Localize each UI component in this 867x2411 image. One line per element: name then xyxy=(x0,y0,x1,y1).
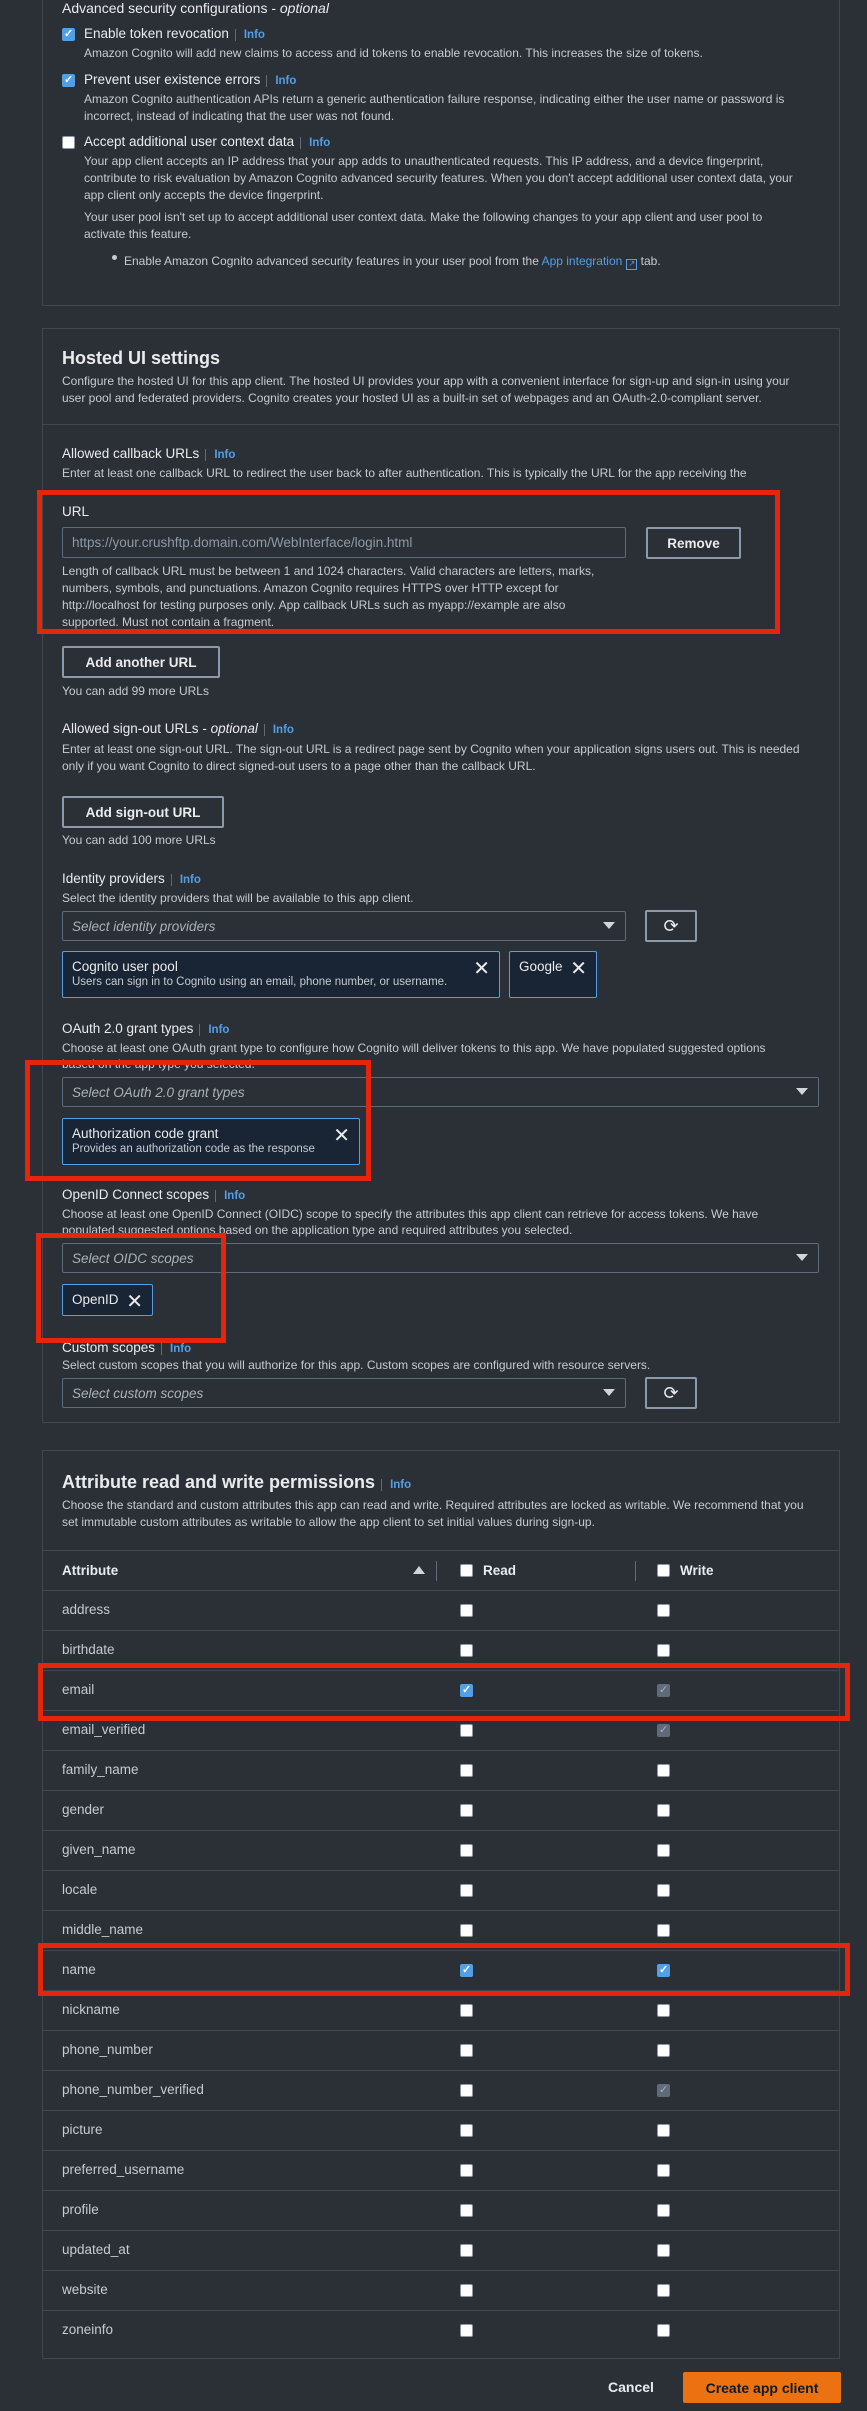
attribute-name: zoneinfo xyxy=(62,2322,114,2337)
token-google: Google ✕ xyxy=(509,951,597,998)
url-label: URL xyxy=(62,504,90,519)
info-link[interactable]: Info xyxy=(205,449,235,461)
refresh-icon: ⟳ xyxy=(663,915,679,936)
token-revocation-label: Enable token revocation Info xyxy=(84,26,265,41)
hosted-ui-desc-2: user pool and federated providers. Cognito creates your hosted UI as a built-in set of webpages and an OAuth-2.0-compliant server. xyxy=(62,391,762,405)
attribute-name: preferred_username xyxy=(62,2162,185,2177)
remove-token-icon[interactable]: ✕ xyxy=(333,1125,350,1147)
hosted-ui-desc-1: Configure the hosted UI for this app client. The hosted UI provides your app with a convenient interface for sign-up and sign-in using your xyxy=(62,374,790,388)
token-revocation-checkbox[interactable] xyxy=(62,28,75,41)
write-checkbox[interactable] xyxy=(657,2324,670,2337)
read-checkbox[interactable] xyxy=(460,1724,473,1737)
advanced-security-title: Advanced security configurations - optional xyxy=(62,0,329,16)
callback-url-hint-1: Length of callback URL must be between 1 and 1024 characters. Valid characters are letters, marks, xyxy=(62,564,595,578)
refresh-button[interactable] xyxy=(645,1377,697,1409)
refresh-button[interactable] xyxy=(645,910,697,942)
table-row xyxy=(43,2150,839,2190)
highlight-openid xyxy=(36,1233,226,1343)
read-checkbox[interactable] xyxy=(460,2124,473,2137)
prevent-errors-label: Prevent user existence errors Info xyxy=(84,72,297,87)
remove-token-icon[interactable]: ✕ xyxy=(473,958,490,980)
column-divider xyxy=(436,1561,437,1581)
attribute-desc-1: Choose the standard and custom attributes this app can read and write. Required attributes are locked as writable. We recommend that you xyxy=(62,1498,804,1512)
write-checkbox[interactable] xyxy=(657,1884,670,1897)
identity-providers-desc: Select the identity providers that will be available to this app client. xyxy=(62,891,414,905)
attribute-name: given_name xyxy=(62,1842,136,1857)
column-header-attribute[interactable]: Attribute xyxy=(62,1563,119,1578)
column-header-read: Read xyxy=(483,1563,517,1578)
oauth-desc-2: based on the app type you selected. xyxy=(62,1057,255,1071)
info-link[interactable]: Info xyxy=(235,29,265,41)
read-checkbox[interactable] xyxy=(460,2244,473,2257)
context-data-desc-3: app client only accepts the device fingerprint. xyxy=(84,188,324,202)
attribute-name: nickname xyxy=(62,2002,120,2017)
table-row xyxy=(43,1590,839,1630)
column-divider xyxy=(635,1561,636,1581)
caret-down-icon xyxy=(603,1389,615,1396)
oauth-desc-1: Choose at least one OAuth grant type to configure how Cognito will deliver tokens to this app. We have populated suggested options xyxy=(62,1041,766,1055)
table-row xyxy=(43,2070,839,2110)
signout-desc-1: Enter at least one sign-out URL. The sign-out URL is a redirect page sent by Cognito when your application signs users out. This is needed xyxy=(62,742,800,756)
prevent-errors-desc-2: incorrect, instead of indicating that the user was not found. xyxy=(84,109,395,123)
table-row xyxy=(43,2030,839,2070)
write-checkbox[interactable] xyxy=(657,2204,670,2217)
write-checkbox[interactable] xyxy=(657,1764,670,1777)
oidc-scopes-label: OpenID Connect scopes Info xyxy=(62,1187,246,1202)
attribute-desc-2: set immutable custom attributes as writable to allow the app client to set initial values during sign-up. xyxy=(62,1515,595,1529)
read-checkbox[interactable] xyxy=(460,1804,473,1817)
write-all-checkbox[interactable] xyxy=(657,1564,670,1577)
sort-ascending-icon[interactable] xyxy=(413,1566,425,1574)
remove-token-icon[interactable]: ✕ xyxy=(570,958,587,980)
read-all-checkbox[interactable] xyxy=(460,1564,473,1577)
context-data-note-2: activate this feature. xyxy=(84,227,192,241)
signout-desc-2: only if you want Cognito to direct signed-out users to a page other than the callback URL. xyxy=(62,759,536,773)
attribute-name: middle_name xyxy=(62,1922,144,1937)
table-row xyxy=(43,1870,839,1910)
external-link-icon: ↗ xyxy=(626,259,637,270)
custom-scopes-label: Custom scopes Info xyxy=(62,1340,192,1355)
table-row xyxy=(43,1990,839,2030)
attribute-name: locale xyxy=(62,1882,98,1897)
info-link[interactable]: Info xyxy=(161,1343,191,1355)
custom-scopes-select[interactable]: Select custom scopes xyxy=(62,1378,626,1408)
write-checkbox[interactable] xyxy=(657,1804,670,1817)
highlight-callback-url xyxy=(37,490,780,634)
highlight-email-row xyxy=(38,1663,850,1721)
app-integration-link[interactable]: App integration xyxy=(541,254,623,268)
table-header xyxy=(43,1550,839,1590)
info-link[interactable]: Info xyxy=(199,1024,229,1036)
caret-down-icon xyxy=(603,922,615,929)
write-checkbox[interactable] xyxy=(657,1604,670,1617)
callback-url-hint-3: http://localhost for testing purposes only. App callback URLs such as myapp://example are also xyxy=(62,598,566,612)
read-checkbox[interactable] xyxy=(460,2204,473,2217)
attribute-name: name xyxy=(62,1962,96,1977)
write-checkbox[interactable] xyxy=(657,2284,670,2297)
context-data-label: Accept additional user context data Info xyxy=(84,134,331,149)
attribute-name: profile xyxy=(62,2202,99,2217)
context-data-bullet: Enable Amazon Cognito advanced security features in your user pool from the App integration ↗ tab. xyxy=(124,254,661,268)
hosted-ui-title: Hosted UI settings xyxy=(62,348,221,368)
highlight-oauth-grant xyxy=(25,1060,371,1181)
attribute-name: phone_number_verified xyxy=(62,2082,204,2097)
oidc-scopes-select[interactable]: Select OIDC scopes xyxy=(62,1243,819,1273)
attribute-name: email_verified xyxy=(62,1722,146,1737)
refresh-icon: ⟳ xyxy=(663,1382,679,1403)
highlight-name-row xyxy=(38,1943,850,1996)
attribute-name: address xyxy=(62,1602,111,1617)
info-link[interactable]: Info xyxy=(381,1479,411,1491)
cancel-button[interactable]: Cancel xyxy=(608,2379,654,2395)
identity-providers-select[interactable]: Select identity providers xyxy=(62,911,626,941)
callback-url-input[interactable]: https://your.crushftp.domain.com/WebInterface/login.html xyxy=(62,527,626,558)
bullet-dot xyxy=(112,255,117,260)
signout-remaining: You can add 100 more URLs xyxy=(62,833,216,847)
add-signout-url-button[interactable]: Add sign-out URL xyxy=(62,796,224,828)
column-header-write: Write xyxy=(680,1563,714,1578)
oauth-grant-types-label: OAuth 2.0 grant types Info xyxy=(62,1021,230,1036)
add-another-url-button[interactable]: Add another URL xyxy=(62,646,220,678)
context-data-checkbox[interactable] xyxy=(62,136,75,149)
token-authorization-code-grant: Authorization code grant Provides an authorization code as the response ✕ xyxy=(62,1118,360,1165)
prevent-errors-desc-1: Amazon Cognito authentication APIs return a generic authentication failure response, indicating either the user name or password is xyxy=(84,92,785,106)
write-checkbox[interactable] xyxy=(657,2004,670,2017)
write-checkbox[interactable] xyxy=(657,2164,670,2177)
write-checkbox xyxy=(657,2084,670,2097)
caret-down-icon xyxy=(796,1088,808,1095)
attribute-name: gender xyxy=(62,1802,105,1817)
write-checkbox[interactable] xyxy=(657,2244,670,2257)
context-data-note-1: Your user pool isn't set up to accept additional user context data. Make the following changes to your app client and user pool to xyxy=(84,210,763,224)
write-checkbox[interactable] xyxy=(657,2044,670,2057)
oidc-desc-1: Choose at least one OpenID Connect (OIDC) scope to specify the attributes this app client can retrieve for access tokens. We have xyxy=(62,1207,759,1221)
table-row xyxy=(43,1830,839,1870)
attribute-name: phone_number xyxy=(62,2042,153,2057)
info-link[interactable]: Info xyxy=(300,137,330,149)
oidc-desc-2: populated suggested options based on the application type and required attributes you selected. xyxy=(62,1223,573,1237)
read-checkbox[interactable] xyxy=(460,1884,473,1897)
table-row xyxy=(43,2230,839,2270)
info-link[interactable]: Info xyxy=(264,724,294,736)
attribute-name: email xyxy=(62,1682,95,1697)
callback-urls-label: Allowed callback URLs Info xyxy=(62,446,236,461)
read-checkbox[interactable] xyxy=(460,1764,473,1777)
remove-url-button[interactable]: Remove xyxy=(646,527,741,559)
table-row xyxy=(43,2310,839,2350)
attribute-permissions-title: Attribute read and write permissions Info xyxy=(62,1472,412,1492)
caret-down-icon xyxy=(796,1254,808,1261)
read-checkbox[interactable] xyxy=(460,2044,473,2057)
context-data-desc-1: Your app client accepts an IP address that your app adds to unauthenticated requests. This IP address, and a device fingerprint, xyxy=(84,154,764,168)
attribute-name: updated_at xyxy=(62,2242,130,2257)
remove-token-icon[interactable]: ✕ xyxy=(126,1291,143,1313)
info-link[interactable]: Info xyxy=(266,75,296,87)
table-row xyxy=(43,2270,839,2310)
callback-urls-desc: Enter at least one callback URL to redirect the user back to after authentication. This is typically the URL for the app receiving the xyxy=(62,466,747,480)
hosted-ui-divider xyxy=(43,424,839,425)
read-checkbox[interactable] xyxy=(460,2284,473,2297)
write-checkbox[interactable] xyxy=(657,2124,670,2137)
read-checkbox[interactable] xyxy=(460,2084,473,2097)
custom-scopes-desc: Select custom scopes that you will authorize for this app. Custom scopes are configured with resource servers. xyxy=(62,1358,651,1372)
info-link[interactable]: Info xyxy=(215,1190,245,1202)
info-link[interactable]: Info xyxy=(171,874,201,886)
attribute-name: picture xyxy=(62,2122,103,2137)
read-checkbox[interactable] xyxy=(460,2324,473,2337)
write-checkbox[interactable] xyxy=(657,1644,670,1657)
create-app-client-button[interactable]: Create app client xyxy=(683,2372,841,2403)
read-checkbox[interactable] xyxy=(460,1924,473,1937)
prevent-errors-checkbox[interactable] xyxy=(62,74,75,87)
identity-providers-label: Identity providers Info xyxy=(62,871,201,886)
attribute-name: birthdate xyxy=(62,1642,115,1657)
read-checkbox[interactable] xyxy=(460,1604,473,1617)
table-row xyxy=(43,2110,839,2150)
read-checkbox[interactable] xyxy=(460,2004,473,2017)
write-checkbox[interactable] xyxy=(657,1844,670,1857)
callback-url-hint-2: numbers, symbols, and punctuations. Amazon Cognito requires HTTPS over HTTP except for xyxy=(62,581,559,595)
attribute-name: website xyxy=(62,2282,108,2297)
write-checkbox[interactable] xyxy=(657,1924,670,1937)
write-checkbox xyxy=(657,1724,670,1737)
callback-remaining: You can add 99 more URLs xyxy=(62,684,209,698)
token-openid: OpenID ✕ xyxy=(62,1284,153,1316)
table-row xyxy=(43,1790,839,1830)
signout-urls-label: Allowed sign-out URLs - optional Info xyxy=(62,721,294,736)
token-revocation-desc: Amazon Cognito will add new claims to access and id tokens to enable revocation. This increases the size of tokens. xyxy=(84,46,703,60)
read-checkbox[interactable] xyxy=(460,1644,473,1657)
token-cognito-user-pool: Cognito user pool Users can sign in to Cognito using an email, phone number, or username. ✕ xyxy=(62,951,500,998)
table-row xyxy=(43,1750,839,1790)
read-checkbox[interactable] xyxy=(460,2164,473,2177)
callback-url-hint-4: supported. Must not contain a fragment. xyxy=(62,615,275,629)
read-checkbox[interactable] xyxy=(460,1844,473,1857)
context-data-desc-2: contribute to risk evaluation by Amazon Cognito advanced security features. When you don't accept additional user context data, your xyxy=(84,171,793,185)
oauth-grant-types-select[interactable]: Select OAuth 2.0 grant types xyxy=(62,1077,819,1107)
attribute-name: family_name xyxy=(62,1762,139,1777)
table-row xyxy=(43,2190,839,2230)
